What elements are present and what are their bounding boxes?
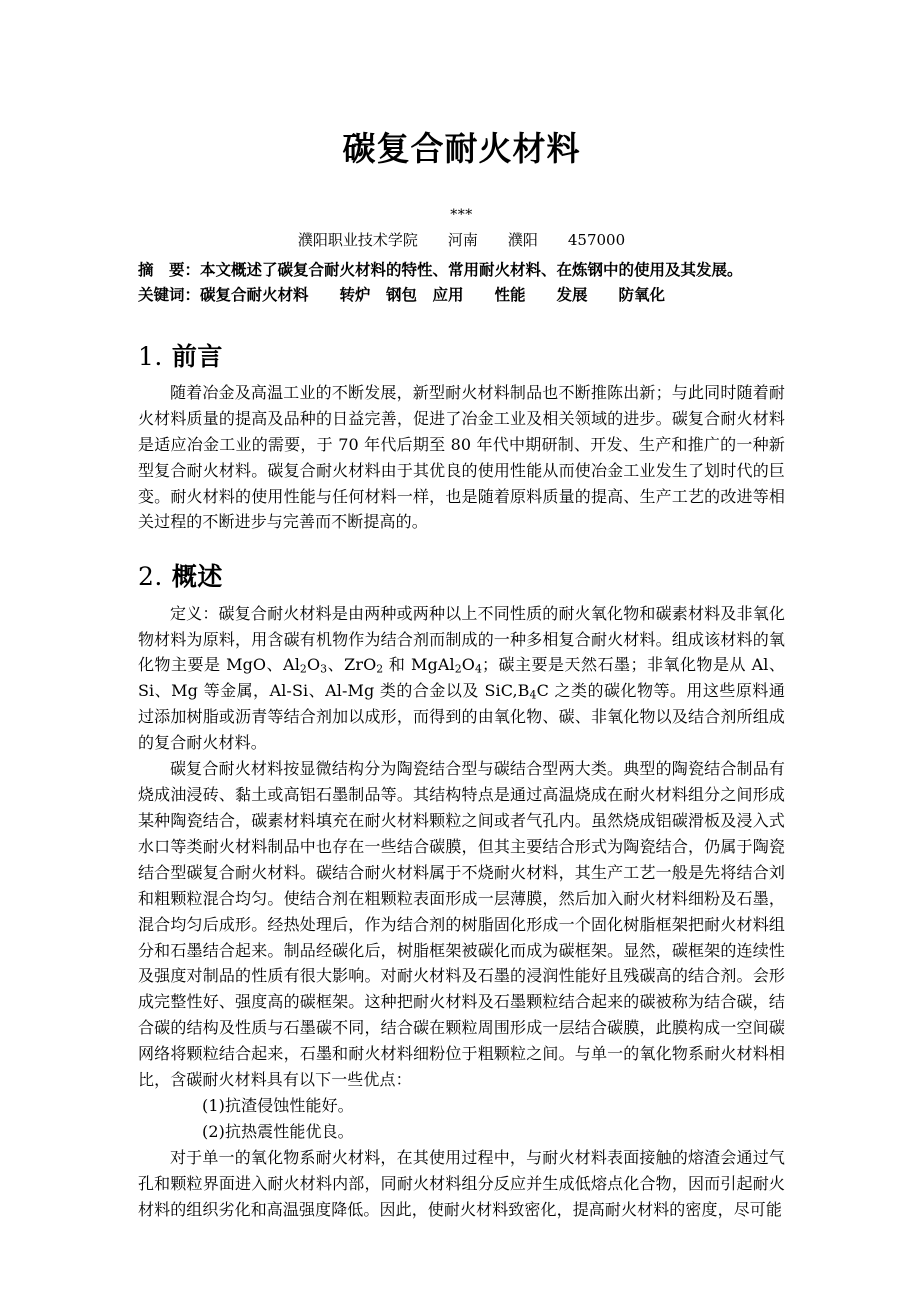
abstract: 摘 要：本文概述了碳复合耐火材料的特性、常用耐火材料、在炼钢中的使用及其发展。 xyxy=(138,260,743,279)
section-heading-1 xyxy=(138,341,785,372)
section-title-1: 前言 xyxy=(171,341,223,371)
affiliation: 濮阳职业技术学院 河南 濮阳 457000 xyxy=(297,230,626,249)
section-number-1: 1. xyxy=(138,341,163,371)
page-title: 碳复合耐火材料 xyxy=(342,129,581,168)
section-heading-2 xyxy=(138,561,785,592)
section-2-paragraph-1: 定义：碳复合耐火材料是由两种或两种以上不同性质的耐火氧化物和碳素材料及非氧化物材料为原料，用含碳有机物作为结合剂而制成的一种多相复合耐火材料。组成该材料的氧化物主要是 MgO、$Al_2O_3$、ZrO$_2$ 和 $MgAl_2O_4$；碳主要是天然石墨；非氧化物是从 Al、Si、Mg 等金属，Al-Si、Al-Mg 类的合金以及 $SiC,B_4C$ 之类的碳化物等。用这些原料通过添加树脂或沥青等结合剂加以成形，而得到的由氧化物、碳、非氧化物以及结合剂所组成的复合耐火材料。 xyxy=(138,603,785,753)
section-2-list-item-2: (2)抗热震性能优良。 xyxy=(202,1121,354,1141)
section-2-list-item-1: (1)抗渣侵蚀性能好。 xyxy=(202,1096,354,1116)
section-number-2: 2. xyxy=(138,562,163,592)
section-2-paragraph-3: 对于单一的氧化物系耐火材料，在其使用过程中，与耐火材料表面接触的熔渣会通过气孔和颗粒界面进入耐火材料内部，同耐火材料组分反应并生成低熔点化合物，因而引起耐火材料的组织劣化和高温强度降低。因此，使耐火材料致密化，提高耐火材料的密度，尽可能 xyxy=(138,1147,785,1219)
section-1-paragraph-1: 随着冶金及高温工业的不断发展，新型耐火材料制品也不断推陈出新；与此同时随着耐火材料质量的提高及品种的日益完善，促进了冶金工业及相关领域的进步。碳复合耐火材料是适应冶金工业的需要，于 70 年代后期至 80 年代中期研制、开发、生产和推广的一种新型复合耐火材料。碳复合耐火材料由于其优良的使用性能从而使冶金工业发生了划时代的巨变。耐火材料的使用性能与任何材料一样，也是随着原料质量的提高、生产工艺的改进等相关过程的不断进步与完善而不断提高的。 xyxy=(138,382,785,532)
keywords: 关键词：碳复合耐火材料 转炉 钢包 应用 性能 发展 防氧化 xyxy=(138,286,666,305)
author-mark: *** xyxy=(450,207,473,224)
section-2-paragraph-2: 碳复合耐火材料按显微结构分为陶瓷结合型与碳结合型两大类。典型的陶瓷结合制品有烧成油浸砖、黏土或高铝石墨制品等。其结构特点是通过高温烧成在耐火材料组分之间形成某种陶瓷结合，碳素材料填充在耐火材料颗粒之间或者气孔内。虽然烧成铝碳滑板及浸入式水口等类耐火材料制品中也存在一些结合碳膜，但其主要结合形式为陶瓷结合，仍属于陶瓷结合型碳复合耐火材料。碳结合耐火材料属于不烧耐火材料，其生产工艺一般是先将结合刘和粗颗粒混合均匀。使结合剂在粗颗粒表面形成一层薄膜，然后加入耐火材料细粉及石墨，混合均匀后成形。经热处理后，作为结合剂的树脂固化形成一个固化树脂框架把耐火材料组分和石墨结合起来。制品经碳化后，树脂框架被碳化而成为碳框架。显然，碳框架的连续性及强度对制品的性质有很大影响。对耐火材料及石墨的浸润性能好且残碳高的结合剂。会形成完整性好、强度高的碳框架。这种把耐火材料及石墨颗粒结合起来的碳被称为结合碳，结合碳的结构及性质与石墨碳不同，结合碳在颗粒周围形成一层结合碳膜，此膜构成一空间碳网络将颗粒结合起来，石墨和耐火材料细粉位于粗颗粒之间。与单一的氧化物系耐火材料相比，含碳耐火材料具有以下一些优点： xyxy=(138,759,785,1090)
section-title-2: 概述 xyxy=(171,562,223,592)
